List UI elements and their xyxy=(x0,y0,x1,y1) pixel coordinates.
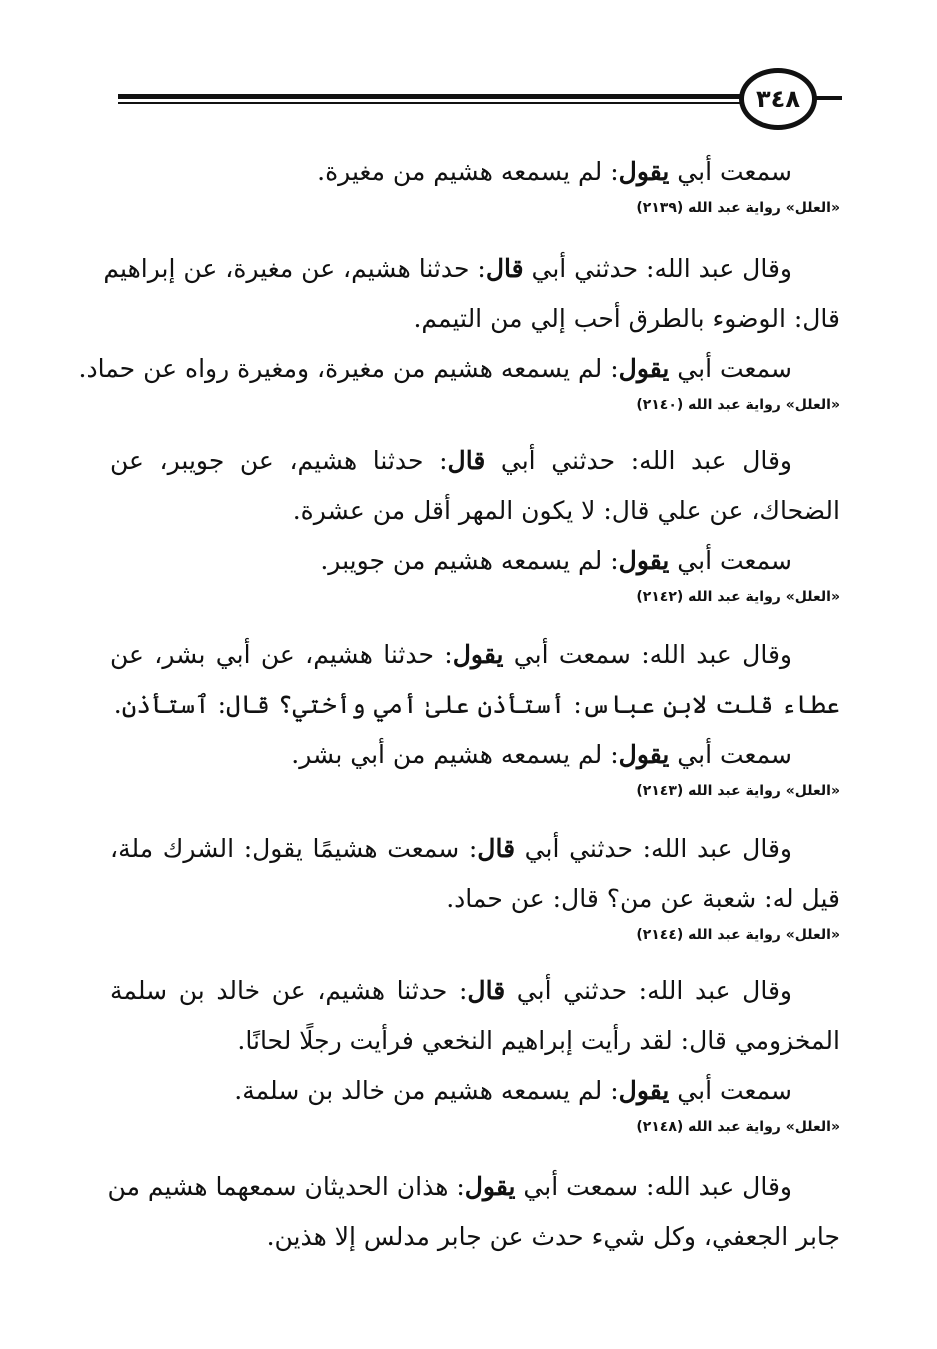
text-line: سمعت أبي يقول: لم يسمعه هشيم من خالد بن سلمة. xyxy=(234,1076,792,1105)
citation: «العلل» رواية عبد الله (٢١٤٢) xyxy=(636,589,840,605)
text-line: المخزومي قال: لقد رأيت إبراهيم النخعي فرأيت رجلًا لحانًا. xyxy=(237,1026,840,1055)
header-rule-thin xyxy=(118,102,754,104)
text-line: سمعت أبي يقول: لم يسمعه هشيم من جويبر. xyxy=(320,546,792,575)
paragraph-section xyxy=(78,244,840,416)
text-line: قال: الوضوء بالطرق أحب إلي من التيمم. xyxy=(413,304,840,333)
text-line: الضحاك، عن علي قال: لا يكون المهر أقل من عشرة. xyxy=(292,496,840,525)
text-line: عطاء قلت لابن عباس: أستأذن علىٰ أمي وأختي؟ قال: ٱستأذن. xyxy=(113,690,840,719)
header-rule-right xyxy=(814,96,842,100)
header-rule-thick xyxy=(118,94,754,99)
citation: «العلل» رواية عبد الله (٢١٤٣) xyxy=(636,783,840,799)
page-number: ٣٤٨ xyxy=(756,85,800,113)
text-line: جابر الجعفي، وكل شيء حدث عن جابر مدلس إلا هذين. xyxy=(266,1222,840,1251)
text-line: وقال عبد الله: حدثني أبي قال: حدثنا هشيم، عن جويبر، عن xyxy=(110,446,793,475)
page-number-badge xyxy=(739,68,817,130)
text-line: وقال عبد الله: سمعت أبي يقول: حدثنا هشيم، عن أبي بشر، عن xyxy=(110,640,792,669)
paragraph-section xyxy=(110,824,840,946)
paragraph-section xyxy=(110,147,840,219)
citation: «العلل» رواية عبد الله (٢١٤٠) xyxy=(636,397,840,413)
page-header xyxy=(0,0,937,140)
paragraph-section xyxy=(107,1162,840,1262)
paragraph-section xyxy=(110,966,840,1138)
text-line: سمعت أبي يقول: لم يسمعه هشيم من أبي بشر. xyxy=(291,740,792,769)
text-line: وقال عبد الله: حدثني أبي قال: حدثنا هشيم، عن خالد بن سلمة xyxy=(110,976,792,1005)
citation: «العلل» رواية عبد الله (٢١٣٩) xyxy=(636,200,840,216)
text-line: سمعت أبي يقول: لم يسمعه هشيم من مغيرة، ومغيرة رواه عن حماد. xyxy=(78,354,792,383)
text-line: وقال عبد الله: حدثني أبي قال: حدثنا هشيم، عن مغيرة، عن إبراهيم xyxy=(103,254,792,283)
citation: «العلل» رواية عبد الله (٢١٤٤) xyxy=(636,927,840,943)
text-line: وقال عبد الله: حدثني أبي قال: سمعت هشيمًا يقول: الشرك ملة، xyxy=(110,834,792,863)
text-line: قيل له: شعبة عن من؟ قال: عن حماد. xyxy=(446,884,840,913)
paragraph-section xyxy=(110,436,840,608)
text-line: وقال عبد الله: سمعت أبي يقول: هذان الحديثان سمعهما هشيم من xyxy=(107,1172,792,1201)
paragraph-section xyxy=(110,630,840,802)
text-line: سمعت أبي يقول: لم يسمعه هشيم من مغيرة. xyxy=(317,157,792,186)
citation: «العلل» رواية عبد الله (٢١٤٨) xyxy=(636,1119,840,1135)
